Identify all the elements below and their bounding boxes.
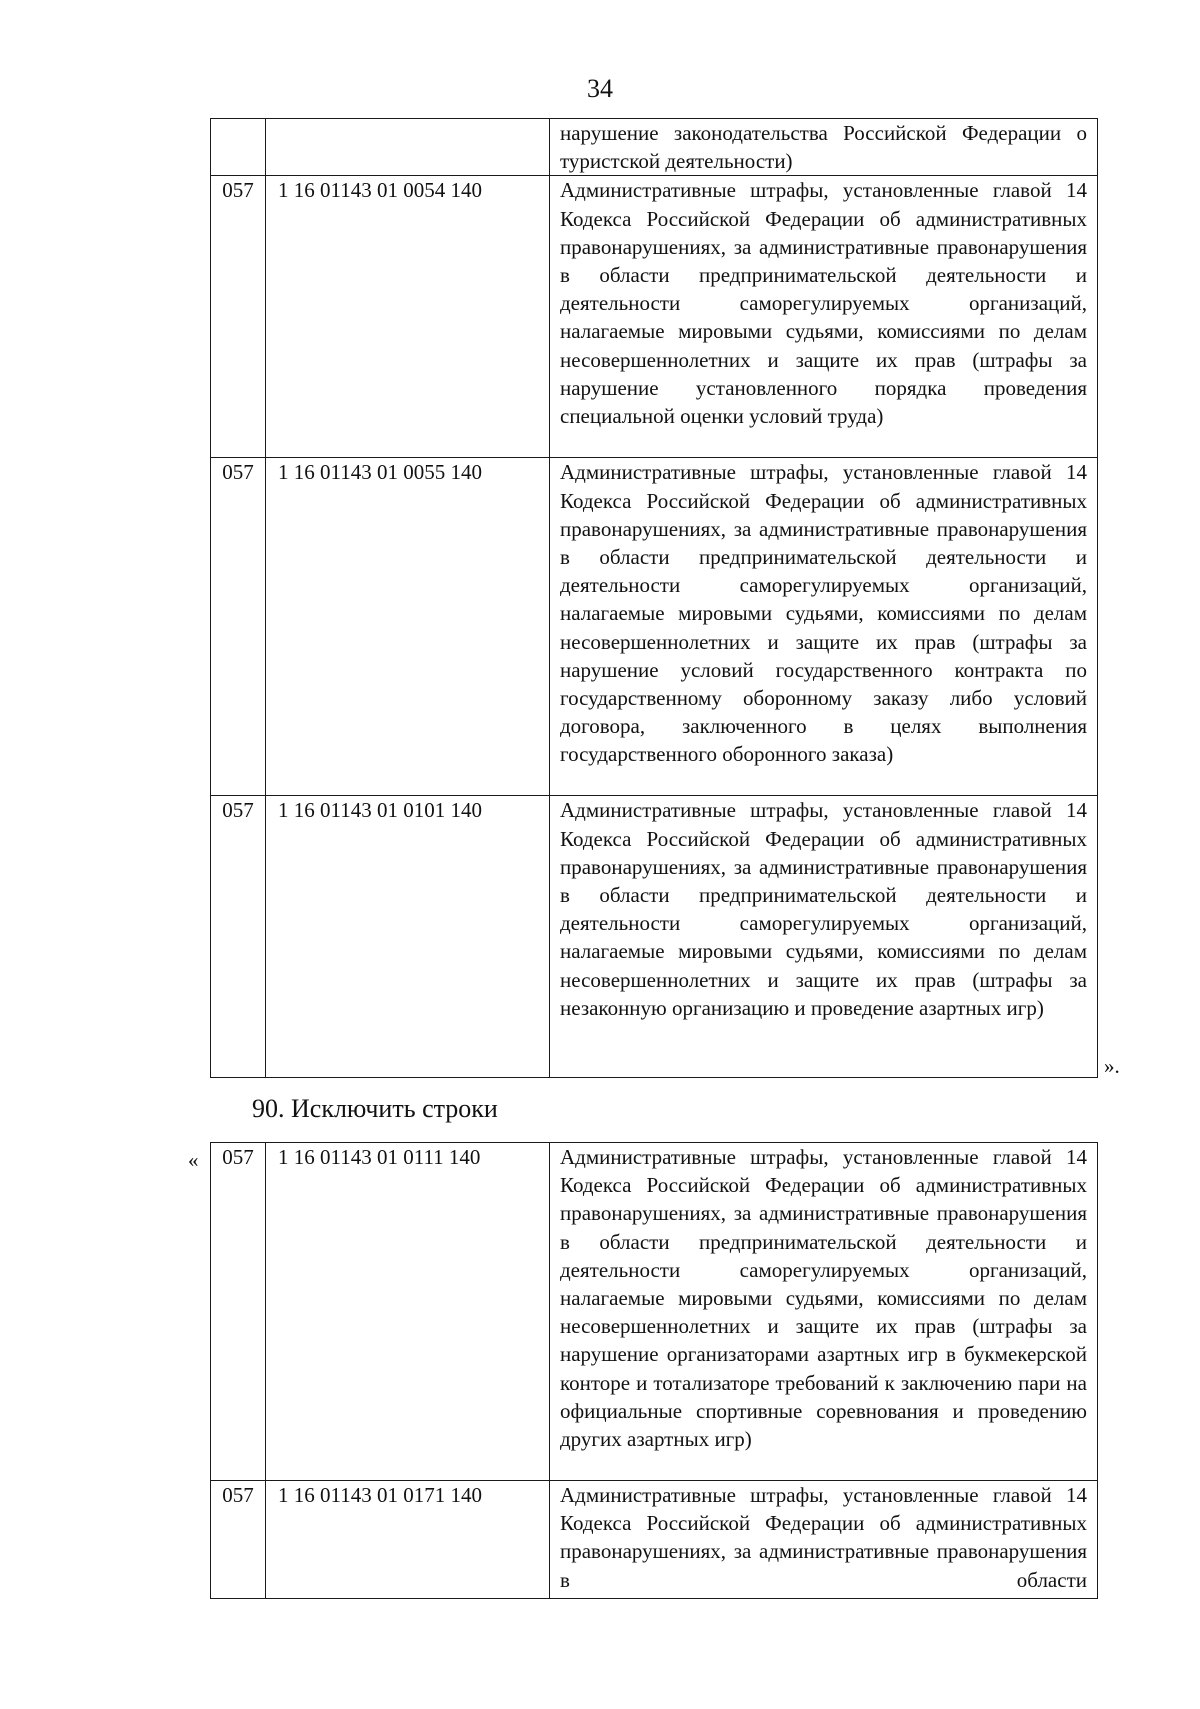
- description-cell: нарушение законодательства Российской Федерации о туристской деятельности): [550, 119, 1098, 176]
- admin-code-cell: 057: [211, 1481, 266, 1599]
- budget-code-cell: 1 16 01143 01 0171 140: [266, 1481, 550, 1599]
- budget-code-cell: [266, 119, 550, 176]
- table-row: [211, 119, 1098, 176]
- description-cell: Административные штрафы, установленные главой 14 Кодекса Российской Федерации об административных правонарушениях, за административные правонарушения в области предпринимательской деятельности и деятельности саморегулируемых организаций, налагаемые мировыми судьями, комиссиями по делам несовершеннолетних и защите их прав (штрафы за нарушение условий государственного контракта по государственному оборонному заказу либо условий договора, заключенного в целях выполнения государственного оборонного заказа): [550, 458, 1098, 796]
- instruction-heading: 90. Исключить строки: [252, 1094, 498, 1123]
- budget-code-cell: 1 16 01143 01 0054 140: [266, 176, 550, 458]
- description-cell: Административные штрафы, установленные главой 14 Кодекса Российской Федерации об административных правонарушениях, за административные правонарушения в области предпринимательской деятельности и деятельности саморегулируемых организаций, налагаемые мировыми судьями, комиссиями по делам несовершеннолетних и защите их прав (штрафы за нарушение организаторами азартных игр в букмекерской конторе и тотализаторе требований к заключению пари на официальные спортивные соревнования и проведению других азартных игр): [550, 1143, 1098, 1481]
- codes-table-excluded: [210, 1142, 1098, 1599]
- closing-quote: ».: [1104, 1054, 1120, 1078]
- codes-table-continued: [210, 118, 1098, 1078]
- description-cell: Административные штрафы, установленные главой 14 Кодекса Российской Федерации об административных правонарушениях, за административные правонарушения в области: [550, 1481, 1098, 1599]
- description-cell: Административные штрафы, установленные главой 14 Кодекса Российской Федерации об административных правонарушениях, за административные правонарушения в области предпринимательской деятельности и деятельности саморегулируемых организаций, налагаемые мировыми судьями, комиссиями по делам несовершеннолетних и защите их прав (штрафы за незаконную организацию и проведение азартных игр): [550, 796, 1098, 1078]
- table-row: [211, 176, 1098, 458]
- opening-quote: «: [188, 1148, 199, 1172]
- admin-code-cell: 057: [211, 176, 266, 458]
- budget-code-cell: 1 16 01143 01 0055 140: [266, 458, 550, 796]
- table-row: [211, 1143, 1098, 1481]
- table-row: [211, 1481, 1098, 1599]
- table-row: [211, 458, 1098, 796]
- description-cell: Административные штрафы, установленные главой 14 Кодекса Российской Федерации об административных правонарушениях, за административные правонарушения в области предпринимательской деятельности и деятельности саморегулируемых организаций, налагаемые мировыми судьями, комиссиями по делам несовершеннолетних и защите их прав (штрафы за нарушение установленного порядка проведения специальной оценки условий труда): [550, 176, 1098, 458]
- page-number: 34: [587, 74, 613, 103]
- table-row: [211, 796, 1098, 1078]
- admin-code-cell: 057: [211, 458, 266, 796]
- budget-code-cell: 1 16 01143 01 0111 140: [266, 1143, 550, 1481]
- admin-code-cell: [211, 119, 266, 176]
- budget-code-cell: 1 16 01143 01 0101 140: [266, 796, 550, 1078]
- admin-code-cell: 057: [211, 1143, 266, 1481]
- admin-code-cell: 057: [211, 796, 266, 1078]
